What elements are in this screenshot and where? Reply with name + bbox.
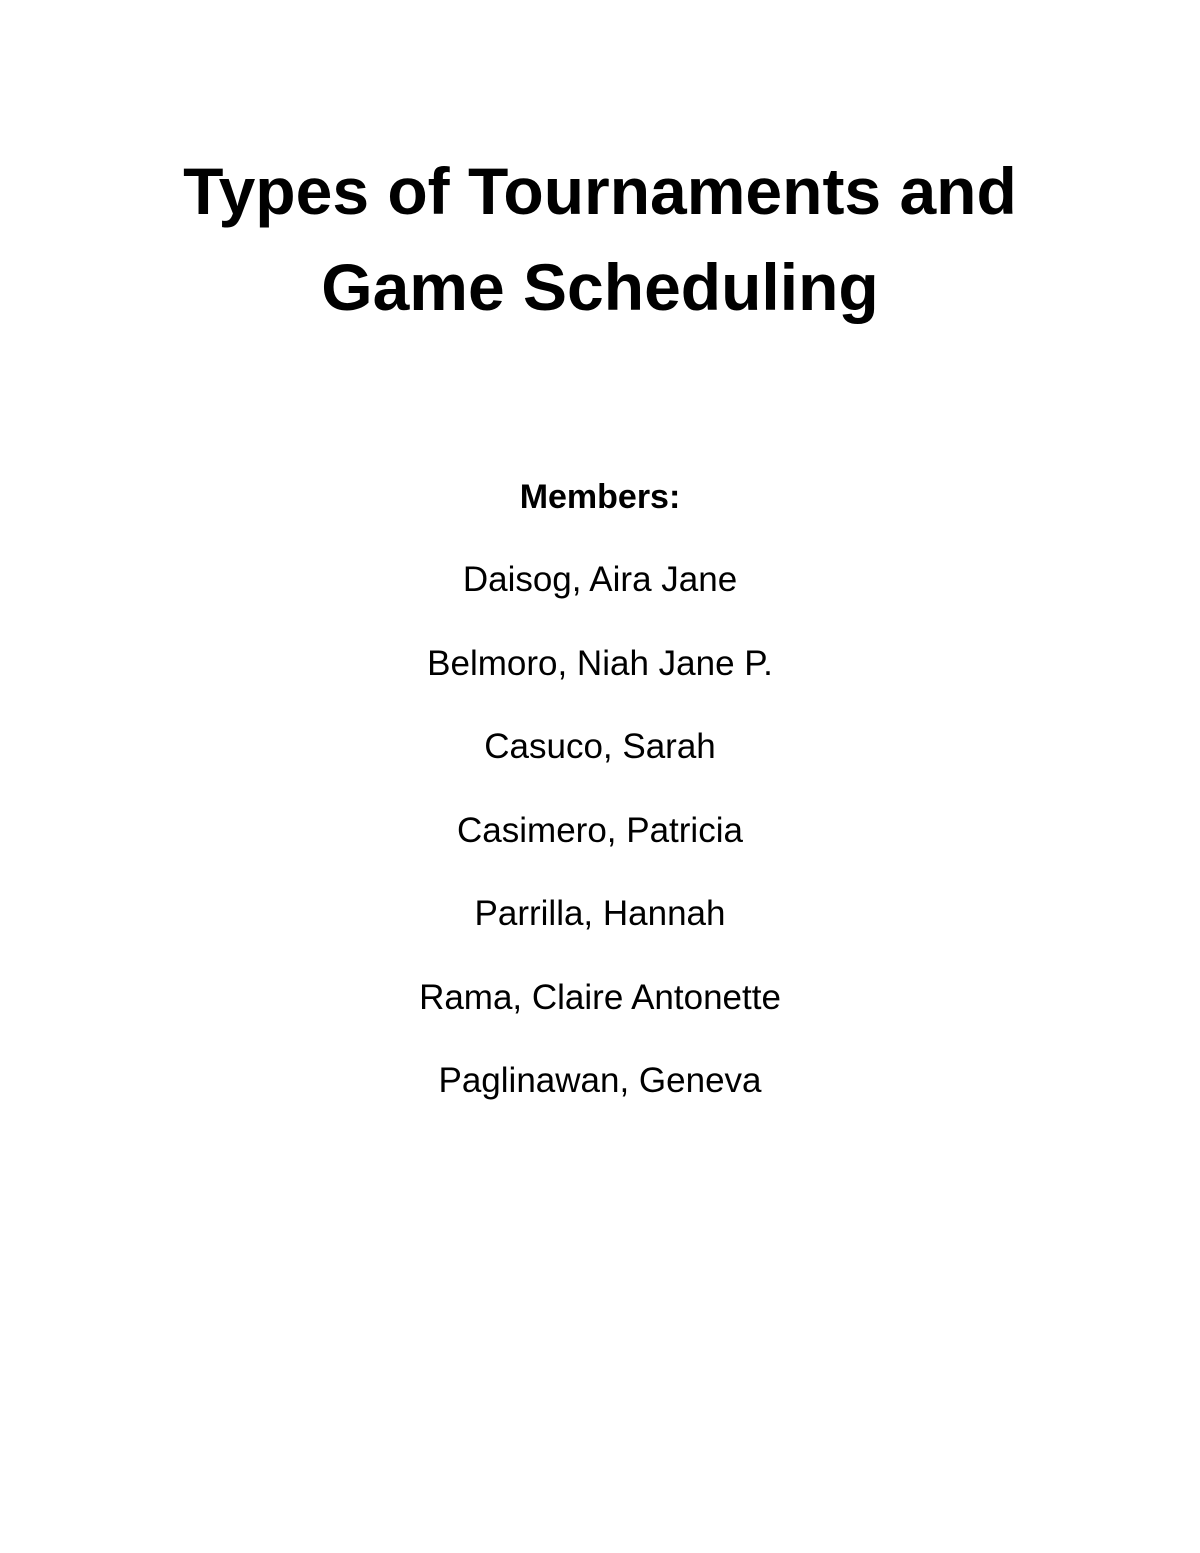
members-heading: Members: [519, 478, 681, 516]
member-name: Casuco, Sarah [484, 727, 716, 766]
member-name: Paglinawan, Geneva [438, 1061, 762, 1100]
member-name: Belmoro, Niah Jane P. [427, 643, 773, 683]
member-name: Casimero, Patricia [457, 810, 743, 850]
member-name: Daisog, Aira Jane [462, 560, 738, 599]
members-list [0, 558, 1200, 1143]
title-line-1: Types of Tournaments and [183, 154, 1017, 228]
document-title [0, 143, 1200, 335]
title-line-2: Game Scheduling [321, 250, 879, 324]
member-name: Parrilla, Hannah [474, 894, 726, 933]
member-name: Rama, Claire Antonette [419, 977, 781, 1017]
